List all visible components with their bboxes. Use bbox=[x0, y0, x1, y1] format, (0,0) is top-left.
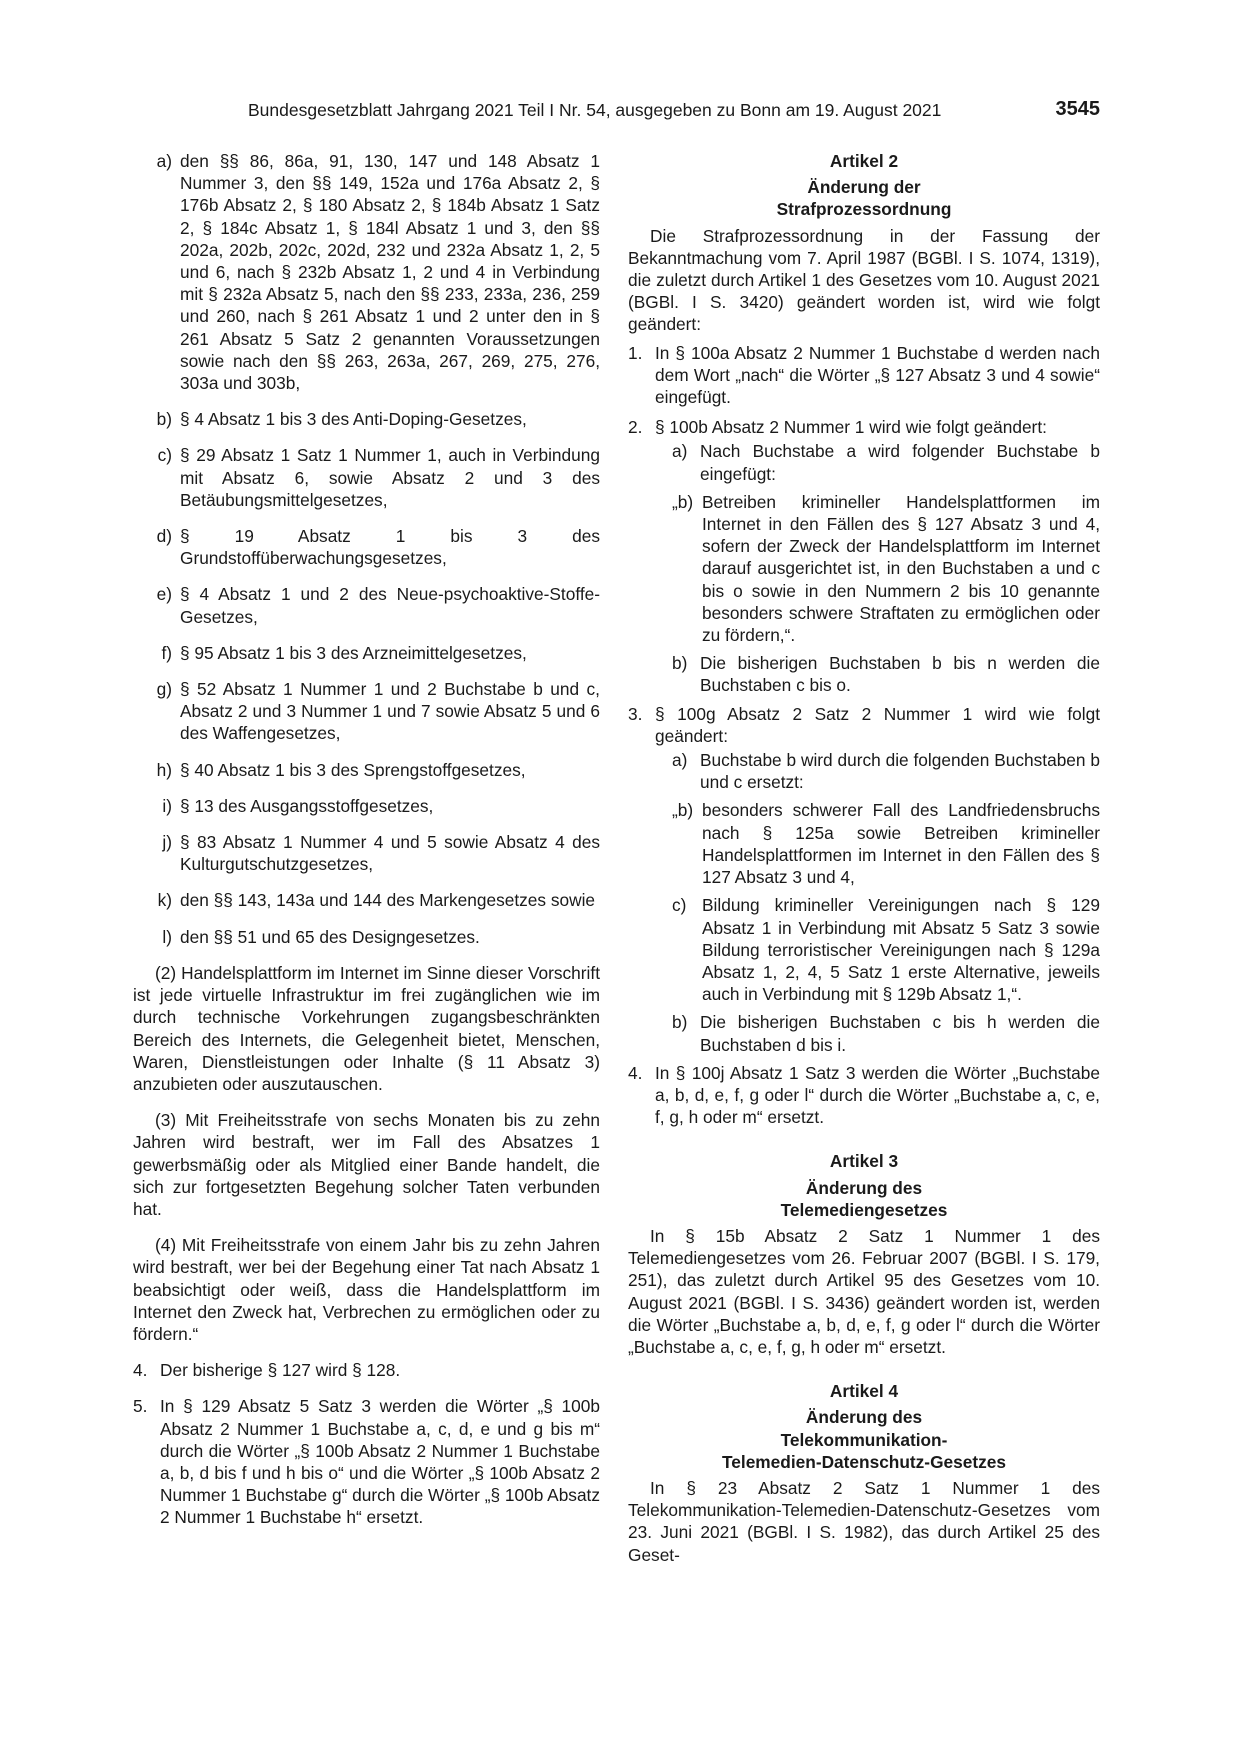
letter-item bbox=[133, 759, 600, 781]
subtitle-line: Strafprozessordnung bbox=[776, 199, 952, 220]
item-2-sublist bbox=[628, 440, 1100, 696]
item-label: „b) bbox=[672, 491, 694, 512]
item-label: d) bbox=[156, 526, 172, 547]
letter-item bbox=[133, 795, 600, 817]
subtitle-line: Änderung des bbox=[805, 1407, 923, 1428]
item-label: b) bbox=[672, 1012, 688, 1033]
item-label: g) bbox=[156, 679, 172, 700]
letter-item bbox=[133, 150, 600, 394]
item-text: § 100b Absatz 2 Nummer 1 wird wie folgt geändert: bbox=[655, 417, 1047, 438]
item-text: § 13 des Ausgangsstoffgesetzes, bbox=[180, 795, 434, 816]
item-text: Die bisherigen Buchstaben b bis n werden die Buchstaben c bis o. bbox=[700, 653, 1100, 696]
item-label: „b) bbox=[672, 800, 694, 821]
item-text: § 52 Absatz 1 Nummer 1 und 2 Buchstabe b und c, Absatz 2 und 3 Nummer 1 und 7 sowie Absatz 5 und 6 des Waffengesetzes, bbox=[180, 679, 600, 744]
letter-item bbox=[133, 525, 600, 569]
letter-item bbox=[133, 642, 600, 664]
item-text: Nach Buchstabe a wird folgender Buchstabe b eingefügt: bbox=[700, 441, 1100, 484]
item-text: § 19 Absatz 1 bis 3 des Grundstoffüberwachungsgesetzes, bbox=[180, 526, 600, 569]
letter-item bbox=[133, 678, 600, 745]
letter-list bbox=[133, 150, 600, 948]
item-text: § 100g Absatz 2 Satz 2 Nummer 1 wird wie folgt geändert: bbox=[655, 703, 1100, 746]
subtitle-line: Änderung des bbox=[805, 1177, 923, 1198]
subtitle-line: Telemediengesetzes bbox=[780, 1199, 948, 1220]
article-4-heading: Artikel 4 bbox=[829, 1381, 899, 1402]
item-label: h) bbox=[156, 759, 172, 780]
page-header bbox=[0, 100, 1241, 126]
inserted-text-c bbox=[672, 894, 1100, 1005]
running-header: Bundesgesetzblatt Jahrgang 2021 Teil I Nr. 54, ausgegeben zu Bonn am 19. August 2021 bbox=[248, 100, 942, 120]
item-text: besonders schwerer Fall des Landfriedensbruchs nach § 125a sowie Betreiben krimineller Handelsplattformen im Internet in den Fällen des § 127 Absatz 3 und 4, bbox=[702, 800, 1100, 888]
page-number: 3545 bbox=[1055, 98, 1100, 120]
inserted-text-b bbox=[672, 799, 1100, 888]
item-text: Bildung krimineller Vereinigungen nach § 129 Absatz 1 in Verbindung mit Absatz 5 Satz 3 sowie Bildung terroristischer Vereinigungen nach § 129a Absatz 1, 2, 4, 5 Satz 1 erste Alternative, jeweils auch in Verbindung mit § 129b Absatz 1,“. bbox=[702, 895, 1100, 1005]
numbered-item-5 bbox=[133, 1395, 600, 1528]
item-label: k) bbox=[157, 890, 172, 911]
item-text: § 4 Absatz 1 und 2 des Neue-psychoaktive-Stoffe-Gesetzes, bbox=[180, 584, 600, 627]
item-label: 2. bbox=[628, 417, 643, 438]
sub-item-b bbox=[672, 1011, 1100, 1055]
subtitle-line: Änderung der bbox=[807, 177, 921, 198]
sub-item-b bbox=[672, 652, 1100, 696]
paragraph-4: (4) Mit Freiheitsstrafe von einem Jahr bis zu zehn Jahren wird bestraft, wer bei der Begehung einer Tat nach Absatz 1 beabsichtigt oder weiß, dass die Handelsplattform im Internet den Zweck hat, Verbrechen zu ermöglichen oder zu fördern.“ bbox=[133, 1235, 600, 1344]
item-text: den §§ 143, 143a und 144 des Markengesetzes sowie bbox=[180, 890, 596, 911]
item-3-sublist bbox=[628, 749, 1100, 1056]
item-text: § 95 Absatz 1 bis 3 des Arzneimittelgesetzes, bbox=[180, 642, 527, 663]
item-label: l) bbox=[162, 926, 172, 947]
numbered-item-1 bbox=[628, 342, 1100, 409]
item-label: 3. bbox=[628, 703, 643, 724]
inserted-text-b bbox=[672, 491, 1100, 646]
paragraph-2: (2) Handelsplattform im Internet im Sinne dieser Vorschrift ist jede virtuelle Infrastruktur im frei zugänglichen wie im durch technische Vorkehrungen zugangsbeschränkten Bereich des Internets, die Gelegenheit bietet, Menschen, Waren, Dienstleistungen oder Inhalte (§ 11 Absatz 3) anzubieten oder auszutauschen. bbox=[133, 962, 600, 1094]
item-text: § 29 Absatz 1 Satz 1 Nummer 1, auch in Verbindung mit Absatz 6, sowie Absatz 2 und 3 des Betäubungsmittelgesetzes, bbox=[180, 445, 600, 510]
item-text: § 40 Absatz 1 bis 3 des Sprengstoffgesetzes, bbox=[180, 759, 526, 780]
item-text: den §§ 51 und 65 des Designgesetzes. bbox=[180, 926, 480, 947]
letter-item bbox=[133, 583, 600, 627]
item-text: Betreiben krimineller Handelsplattformen im Internet in den Fällen des § 127 Absatz 3 und 4, sofern der Zweck der Handelsplattform im Internet darauf ausgerichtet ist, in den Buchstaben a und c bis o sowie in den Nummern 2 bis 10 genannte besonders schwere Straftaten zu ermöglichen oder zu fördern,“. bbox=[702, 491, 1100, 646]
article-4-subtitle bbox=[628, 1406, 1100, 1473]
sub-item-a bbox=[672, 440, 1100, 484]
letter-item bbox=[133, 444, 600, 511]
article-3-heading: Artikel 3 bbox=[829, 1151, 899, 1172]
letter-item bbox=[133, 926, 600, 948]
item-text: § 4 Absatz 1 bis 3 des Anti-Doping-Gesetzes, bbox=[180, 409, 527, 430]
item-label: a) bbox=[156, 151, 172, 171]
item-label: 4. bbox=[133, 1360, 148, 1381]
item-text: In § 129 Absatz 5 Satz 3 werden die Wörter „§ 100b Absatz 2 Nummer 1 Buchstabe a, c, d, e und g bis m“ durch die Wörter „§ 100b Absatz 2 Nummer 1 Buchstabe a, b, d bis f und h bis o“ und die Wörter „§ 100b Absatz 2 Nummer 1 Buchstabe g“ durch die Wörter „§ 100b Absatz 2 Nummer 1 Buchstabe h“ ersetzt. bbox=[160, 1396, 600, 1528]
item-text: Buchstabe b wird durch die folgenden Buchstaben b und c ersetzt: bbox=[700, 750, 1100, 793]
item-label: 5. bbox=[133, 1396, 148, 1417]
item-text: Die bisherigen Buchstaben c bis h werden die Buchstaben d bis i. bbox=[700, 1012, 1100, 1055]
letter-item bbox=[133, 889, 600, 911]
item-label: c) bbox=[157, 445, 172, 466]
article-3-subtitle bbox=[628, 1177, 1100, 1221]
article-2-intro: Die Strafprozessordnung in der Fassung der Bekanntmachung vom 7. April 1987 (BGBl. I S. 1074, 1319), die zuletzt durch Artikel 1 des Gesetzes vom 10. August 2021 (BGBl. I S. 3420) geändert worden ist, wird wie folgt geändert: bbox=[628, 225, 1100, 335]
item-text: In § 100j Absatz 1 Satz 3 werden die Wörter „Buchstabe a, b, d, e, f, g oder l“ durch die Wörter „Buchstabe a, c, e, f, g, h oder m“ ersetzt. bbox=[655, 1062, 1100, 1128]
article-4-text: In § 23 Absatz 2 Satz 1 Nummer 1 des Telekommunikation-Telemedien-Datenschutz-Gesetzes vom 23. Juni 2021 (BGBl. I S. 1982), das durch Artikel 25 des Geset- bbox=[628, 1477, 1100, 1565]
item-text: den §§ 86, 86a, 91, 130, 147 und 148 Absatz 1 Nummer 3, den §§ 149, 152a und 176a Absatz 2, § 176b Absatz 2, § 180 Absatz 2, § 184b Absatz 1 Satz 2, § 184c Absatz 1, § 184l Absatz 1 und 3, den §§ 202a, 202b, 202c, 202d, 232 und 232a Absatz 1, 2, 5 und 6, nach § 232b Absatz 1, 2 und 4 in Verbindung mit § 232a Absatz 5, nach den §§ 233, 233a, 236, 259 und 260, nach § 261 Absatz 1 und 2 unter den in § 261 Absatz 5 Satz 2 genannten Voraussetzungen sowie nach den §§ 263, 263a, 267, 269, 275, 276, 303a und 303b, bbox=[180, 151, 600, 394]
letter-item bbox=[133, 831, 600, 875]
article-3-text: In § 15b Absatz 2 Satz 1 Nummer 1 des Telemediengesetzes vom 26. Februar 2007 (BGBl. I S. 179, 251), das zuletzt durch Artikel 95 des Gesetzes vom 10. August 2021 (BGBl. I S. 3436) geändert worden ist, werden die Wörter „Buchstabe a, b, d, e, f, g oder l“ durch die Wörter „Buchstabe a, c, e, f, g, h oder m“ ersetzt. bbox=[628, 1225, 1100, 1357]
item-label: i) bbox=[162, 795, 172, 816]
item-label: c) bbox=[672, 895, 687, 916]
right-column bbox=[628, 150, 1100, 1566]
paragraph-3: (3) Mit Freiheitsstrafe von sechs Monaten bis zu zehn Jahren wird bestraft, wer im Fall des Absatzes 1 gewerbsmäßig oder als Mitglied einer Bande handelt, die sich zur fortgesetzten Begehung solcher Taten verbunden hat. bbox=[133, 1110, 600, 1219]
item-label: b) bbox=[672, 653, 688, 674]
item-label: b) bbox=[156, 409, 172, 430]
article-2-heading: Artikel 2 bbox=[829, 151, 899, 171]
item-label: j) bbox=[162, 832, 172, 853]
article-2-subtitle bbox=[628, 176, 1100, 220]
letter-item bbox=[133, 408, 600, 430]
subtitle-line: Telekommunikation- bbox=[780, 1429, 948, 1450]
item-label: a) bbox=[672, 441, 688, 462]
item-label: 4. bbox=[628, 1062, 643, 1083]
numbered-item-3 bbox=[628, 703, 1100, 747]
subtitle-line: Telemedien-Datenschutz-Gesetzes bbox=[722, 1451, 1006, 1472]
item-label: 1. bbox=[628, 342, 643, 363]
sub-item-a bbox=[672, 749, 1100, 793]
item-text: In § 100a Absatz 2 Nummer 1 Buchstabe d werden nach dem Wort „nach“ die Wörter „§ 127 Absatz 3 und 4 sowie“ eingefügt. bbox=[655, 342, 1100, 408]
item-text: Der bisherige § 127 wird § 128. bbox=[160, 1360, 401, 1381]
item-text: § 83 Absatz 1 Nummer 4 und 5 sowie Absatz 4 des Kulturgutschutzgesetzes, bbox=[180, 832, 600, 875]
left-column bbox=[133, 150, 600, 1537]
item-label: a) bbox=[672, 750, 688, 771]
item-label: f) bbox=[161, 642, 172, 663]
numbered-item-4 bbox=[133, 1359, 600, 1381]
item-label: e) bbox=[156, 584, 172, 605]
numbered-item-2 bbox=[628, 416, 1100, 438]
numbered-item-4 bbox=[628, 1062, 1100, 1129]
